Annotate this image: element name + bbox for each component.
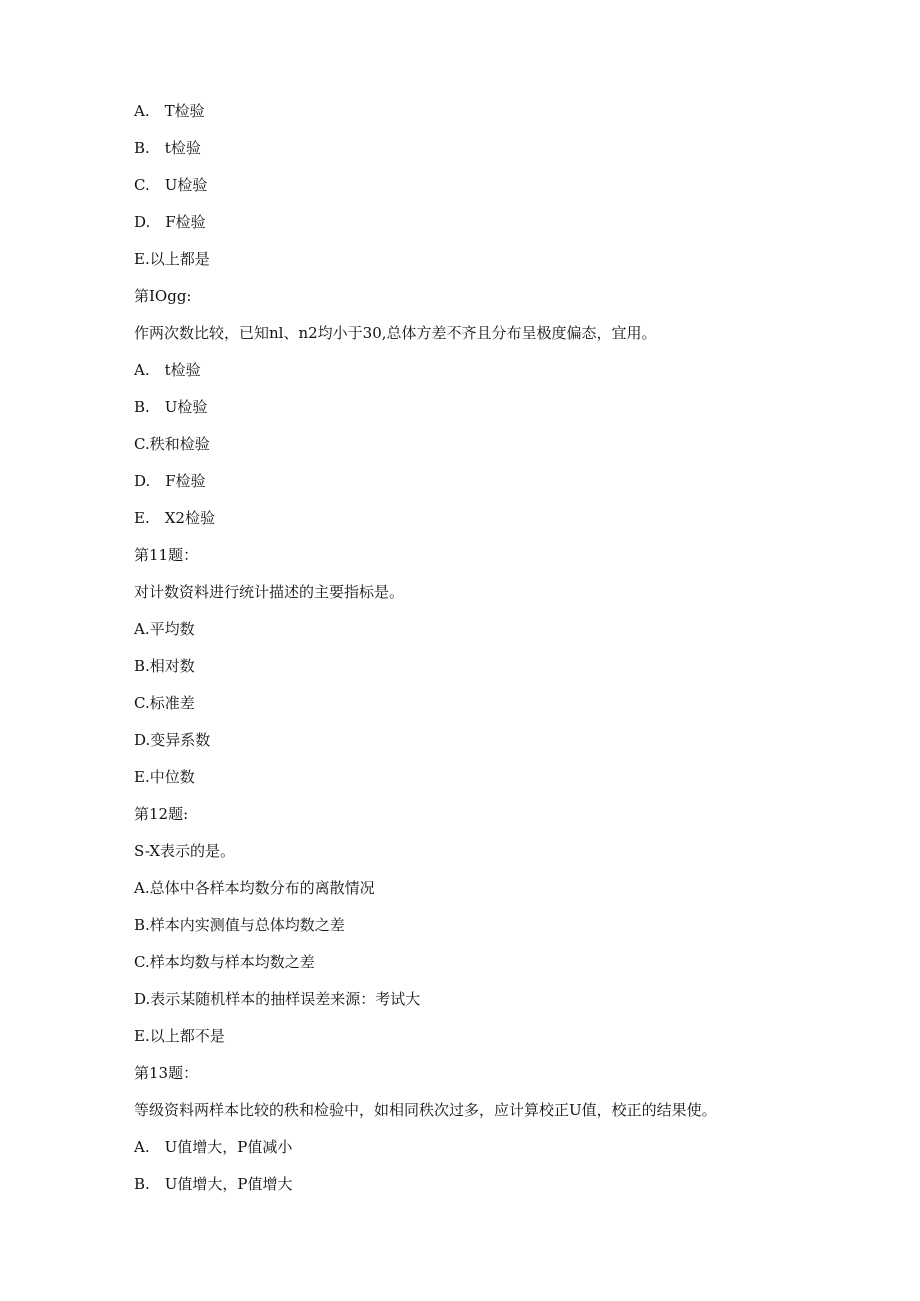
q12-option-e: E.以上都不是 [134, 1027, 225, 1045]
q10-option-d: D. F检验 [134, 472, 206, 490]
q10-option-b: B. U检验 [134, 398, 208, 416]
q11-option-d: D.变异系数 [134, 731, 211, 749]
q11-option-e: E.中位数 [134, 768, 195, 786]
question-10-text: 作两次数比较，已知nl、n2均小于30,总体方差不齐且分布呈极度偏态，宜用。 [134, 324, 657, 342]
option-b-t-test: B. t检验 [134, 139, 201, 157]
question-11-heading: 第11题： [134, 546, 199, 564]
q11-option-b: B.相对数 [134, 657, 195, 675]
q12-option-c: C.样本均数与样本均数之差 [134, 953, 315, 971]
question-11-text: 对计数资料进行统计描述的主要指标是。 [134, 583, 405, 601]
q10-option-e: E. X2检验 [134, 509, 215, 527]
question-13-text: 等级资料两样本比较的秩和检验中，如相同秩次过多，应计算校正U值，校正的结果使。 [134, 1101, 717, 1119]
q13-option-a: A. U值增大，P值减小 [134, 1138, 293, 1156]
q12-option-b: B.样本内实测值与总体均数之差 [134, 916, 345, 934]
question-13-heading: 第13题： [134, 1064, 199, 1082]
q12-option-a: A.总体中各样本均数分布的离散情况 [134, 879, 375, 897]
q11-option-c: C.标准差 [134, 694, 195, 712]
option-a-t-test-upper: A. T检验 [134, 102, 205, 120]
question-12-text: S-X表示的是。 [134, 842, 236, 860]
question-12-heading: 第12题: [134, 805, 189, 823]
q13-option-b: B. U值增大，P值增大 [134, 1175, 293, 1193]
option-e-all: E.以上都是 [134, 250, 210, 268]
q12-option-d: D.表示某随机样本的抽样误差来源：考试大 [134, 990, 421, 1008]
option-c-u-test: C. U检验 [134, 176, 208, 194]
q10-option-a: A. t检验 [134, 361, 201, 379]
q10-option-c: C.秩和检验 [134, 435, 210, 453]
q11-option-a: A.平均数 [134, 620, 195, 638]
option-d-f-test: D. F检验 [134, 213, 206, 231]
question-10-heading: 第IOgg: [134, 287, 192, 305]
